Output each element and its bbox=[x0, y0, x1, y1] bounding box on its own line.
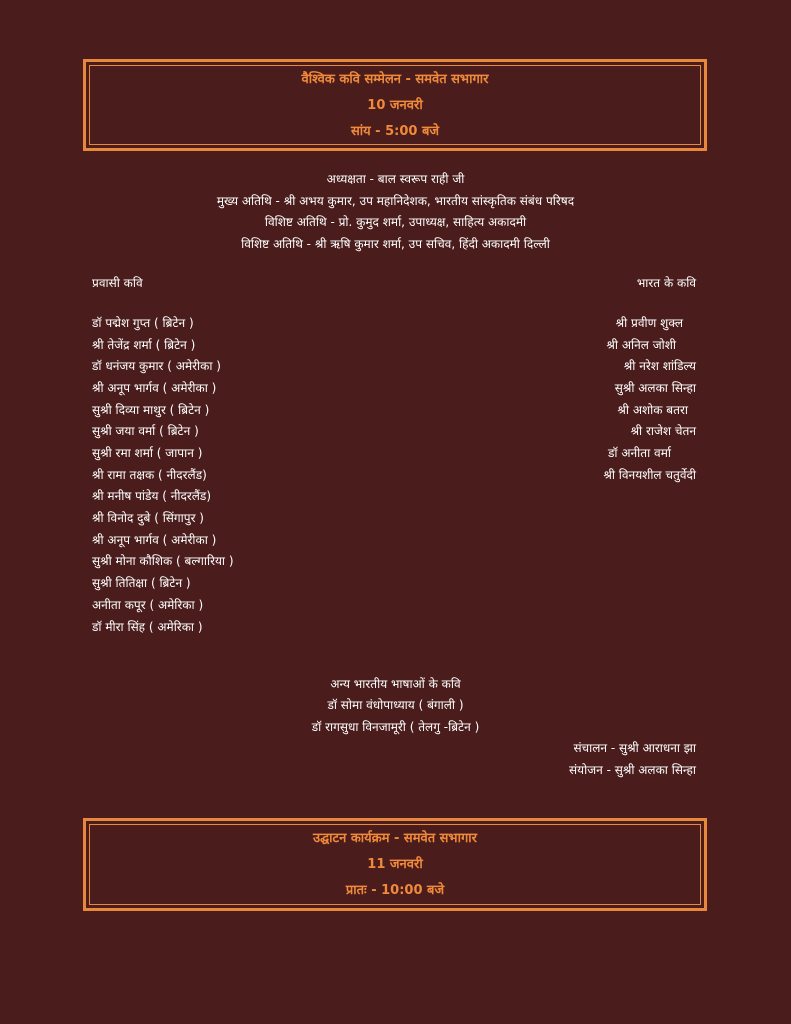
list-item: श्री अनिल जोशी bbox=[606, 338, 676, 352]
indian-poets-heading: भारत के कवि bbox=[636, 276, 696, 290]
credit-coordinator: संयोजन - सुश्री अलका सिन्हा bbox=[569, 763, 696, 777]
list-item: सुश्री तितिक्षा ( ब्रिटेन ) bbox=[92, 576, 191, 590]
list-item: श्री राजेश चेतन bbox=[630, 424, 696, 438]
other-languages-heading: अन्य भारतीय भाषाओं के कवि bbox=[330, 677, 461, 691]
list-item: डॉ रागसुधा विनजामूरी ( तेलगु -ब्रिटेन ) bbox=[311, 720, 480, 734]
list-item: श्री विनोद दुबे ( सिंगापुर ) bbox=[92, 511, 204, 525]
dignitary-special-guest-1: विशिष्ट अतिथि - प्रो. कुमुद शर्मा, उपाध्यक्ष, साहित्य अकादमी bbox=[264, 215, 527, 229]
event2-title: उद्घाटन कार्यक्रम - समवेत सभागार bbox=[313, 831, 477, 846]
event2-header-box bbox=[83, 818, 707, 911]
event1-title: वैश्विक कवि सम्मेलन - समवेत सभागार bbox=[301, 72, 489, 87]
credit-compere: संचालन - सुश्री आराधना झा bbox=[573, 741, 696, 755]
list-item: अनीता कपूर ( अमेरिका ) bbox=[92, 598, 204, 612]
list-item: डॉ अनीता वर्मा bbox=[608, 446, 671, 460]
event1-header-box bbox=[83, 59, 707, 151]
list-item: श्री विनयशील चतुर्वेदी bbox=[603, 468, 696, 482]
event1-time: सांय - 5:00 बजे bbox=[350, 124, 440, 139]
list-item: सुश्री दिव्या माथुर ( ब्रिटेन ) bbox=[92, 403, 210, 417]
dignitary-chief-guest: मुख्य अतिथि - श्री अभय कुमार, उप महानिदेशक, भारतीय सांस्कृतिक संबंध परिषद bbox=[216, 194, 575, 208]
list-item: श्री तेजेंद्र शर्मा ( ब्रिटेन ) bbox=[92, 338, 196, 352]
list-item: श्री अनूप भार्गव ( अमेरीका ) bbox=[92, 533, 217, 547]
list-item: सुश्री जया वर्मा ( ब्रिटेन ) bbox=[92, 424, 199, 438]
list-item: डॉ धनंजय कुमार ( अमेरीका ) bbox=[92, 359, 221, 373]
dignitary-president: अध्यक्षता - बाल स्वरूप राही जी bbox=[326, 172, 465, 186]
list-item: सुश्री अलका सिन्हा bbox=[614, 381, 696, 395]
list-item: श्री प्रवीण शुक्ल bbox=[615, 316, 683, 330]
list-item: डॉ मीरा सिंह ( अमेरिका ) bbox=[92, 620, 203, 634]
list-item: डॉ पद्मेश गुप्त ( ब्रिटेन ) bbox=[92, 316, 194, 330]
list-item: श्री अनूप भार्गव ( अमेरीका ) bbox=[92, 381, 217, 395]
list-item: श्री नरेश शांडिल्य bbox=[623, 359, 696, 373]
pravasi-poets-heading: प्रवासी कवि bbox=[92, 276, 143, 290]
list-item: सुश्री मोना कौशिक ( बल्गारिया ) bbox=[92, 554, 234, 568]
list-item: श्री मनीष पांडेय ( नीदरलैंड) bbox=[92, 489, 212, 503]
list-item: श्री अशोक बतरा bbox=[617, 403, 688, 417]
list-item: श्री रामा तक्षक ( नीदरलैंड) bbox=[92, 468, 207, 482]
event1-date: 10 जनवरी bbox=[367, 98, 423, 113]
event2-date: 11 जनवरी bbox=[367, 857, 423, 872]
dignitary-special-guest-2: विशिष्ट अतिथि - श्री ऋषि कुमार शर्मा, उप सचिव, हिंदी अकादमी दिल्ली bbox=[241, 237, 550, 251]
list-item: डॉ सोमा वंधोपाध्याय ( बंगाली ) bbox=[327, 698, 464, 712]
list-item: सुश्री रमा शर्मा ( जापान ) bbox=[92, 446, 203, 460]
event2-time: प्रातः - 10:00 बजे bbox=[345, 883, 445, 898]
